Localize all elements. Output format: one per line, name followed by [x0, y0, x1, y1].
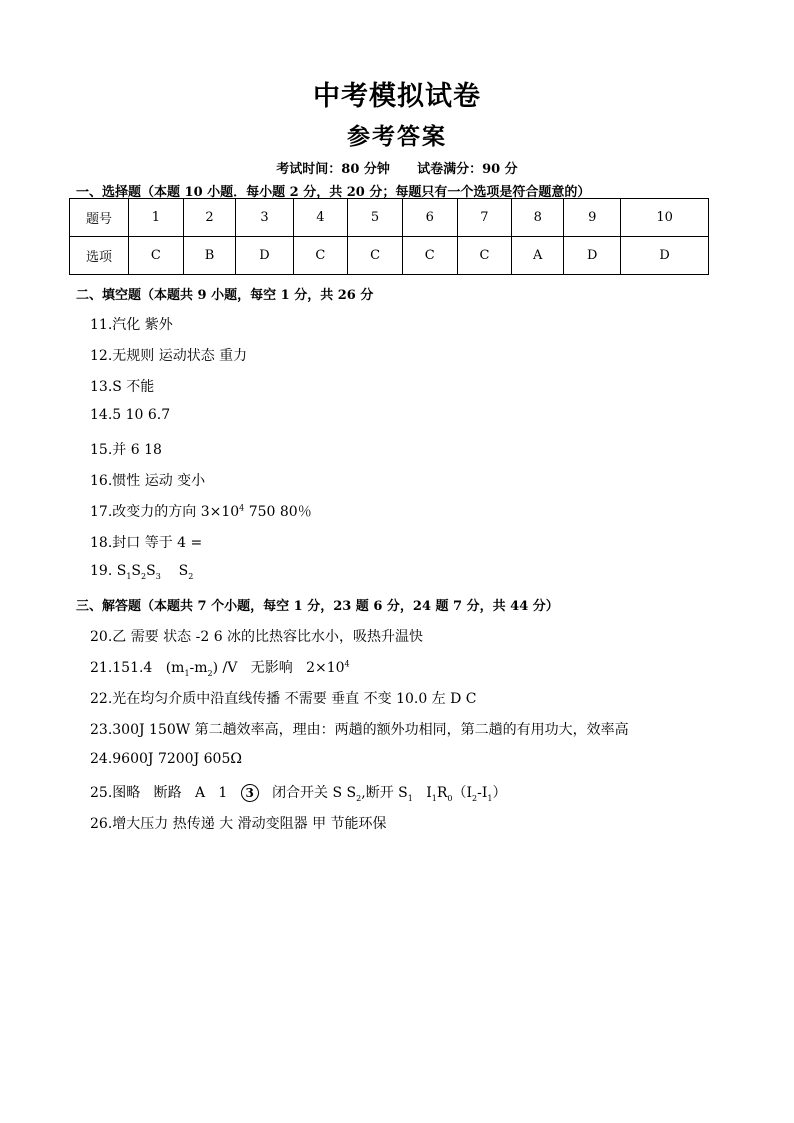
answer-25-part: R: [436, 785, 448, 801]
section3-heading: 三、解答题（本题共 7 个小题，每空 1 分，23 题 6 分，24 题 7 分，共 44 分）: [76, 599, 559, 614]
subscript: 1: [487, 793, 493, 803]
answer-26: 26.增大压力 热传递 大 滑动变阻器 甲 节能环保: [90, 816, 387, 832]
table-cell: 10: [621, 199, 709, 237]
table-cell: 9: [564, 199, 621, 237]
answer-12: 12.无规则 运动状态 重力: [90, 348, 248, 364]
answer-23: 23.300J 150W 第二趟效率高，理由：两趟的额外功相同，第二趟的有用功大，效率高: [90, 722, 629, 738]
answer-22: 22.光在均匀介质中沿直线传播 不需要 垂直 不变 10.0 左 D C: [90, 691, 477, 707]
answer-15: 15.并 6 18: [90, 442, 162, 458]
answer-14: 14.5 10 6.7: [90, 407, 171, 423]
subscript: 2: [207, 668, 213, 678]
answer-19-part: S: [160, 563, 189, 579]
answer-11: 11.汽化 紫外: [90, 317, 173, 333]
answer-19-part: S: [131, 563, 141, 579]
table-cell: C: [129, 237, 184, 275]
answer-21-part: 21.151.4 (m: [90, 660, 185, 676]
answer-25-part: 25.图略 断路 A 1: [90, 785, 228, 801]
table-cell: D: [236, 237, 293, 275]
table-cell: 2: [183, 199, 236, 237]
subscript: 2: [356, 793, 362, 803]
table-cell: D: [564, 237, 621, 275]
subscript: 1: [407, 793, 413, 803]
answer-25-part: 闭合开关 S S: [272, 785, 357, 801]
answer-17: [90, 501, 312, 521]
answer-17-part: 17.改变力的方向 3×10: [90, 504, 240, 520]
table-cell: 4: [293, 199, 348, 237]
answer-16: 16.惯性 运动 变小: [90, 473, 206, 489]
subscript: 1: [126, 571, 132, 581]
answer-13: 13.S 不能: [90, 379, 155, 395]
table-cell: 1: [129, 199, 184, 237]
answer-17-part: 750 80％: [244, 504, 312, 520]
subscript: 2: [188, 571, 194, 581]
subscript: 1: [184, 668, 190, 678]
circled-number-3: 3: [241, 784, 259, 802]
answer-25-part: -I: [477, 785, 488, 801]
table-cell: D: [621, 237, 709, 275]
row-label-number: 题号: [70, 199, 129, 237]
superscript: 4: [344, 659, 350, 669]
answer-20: 20.乙 需要 状态 -2 6 冰的比热容比水小，吸热升温快: [90, 629, 424, 645]
table-cell: 5: [348, 199, 403, 237]
answer-25-part: ,断开 S: [361, 785, 408, 801]
subscript: 3: [155, 571, 161, 581]
answer-18: 18.封口 等于 4 =: [90, 535, 203, 551]
table-cell: 3: [236, 199, 293, 237]
answer-24: 24.9600J 7200J 605Ω: [90, 751, 242, 767]
answer-21-part: -m: [189, 660, 208, 676]
subscript: 0: [447, 793, 453, 803]
table-cell: 6: [402, 199, 457, 237]
table-cell: C: [457, 237, 512, 275]
subscript: 2: [472, 793, 478, 803]
table-row: [70, 199, 709, 237]
answer-25-part: I: [412, 785, 432, 801]
exam-info: 考试时间：80 分钟 试卷满分：90 分: [276, 162, 518, 177]
table-cell: 7: [457, 199, 512, 237]
table-cell: C: [402, 237, 457, 275]
answer-19-part: S: [146, 563, 156, 579]
answer-table: [69, 198, 709, 275]
section1-heading: 一、选择题（本题 10 小题．每小题 2 分，共 20 分；每题只有一个选项是符合题意的）: [76, 185, 591, 200]
superscript: 4: [239, 503, 245, 513]
row-label-answer: 选项: [70, 237, 129, 275]
table-cell: B: [183, 237, 236, 275]
answer-25-part: ）: [492, 785, 507, 801]
section2-heading: 二、填空题（本题共 9 小题，每空 1 分，共 26 分: [76, 288, 374, 303]
table-row: [70, 237, 709, 275]
answer-19-part: 19. S: [90, 563, 127, 579]
document-title: 中考模拟试卷: [313, 81, 481, 112]
answer-21: [90, 657, 350, 678]
table-cell: 8: [512, 199, 564, 237]
answer-19: [90, 563, 193, 581]
answer-25: [90, 782, 506, 803]
document-subtitle: 参考答案: [347, 123, 447, 150]
answer-25-part: （I: [452, 785, 472, 801]
table-cell: C: [348, 237, 403, 275]
table-cell: A: [512, 237, 564, 275]
subscript: 2: [141, 571, 147, 581]
answer-21-part: ) /V 无影响 2×10: [212, 660, 345, 676]
table-cell: C: [293, 237, 348, 275]
subscript: 1: [431, 793, 437, 803]
